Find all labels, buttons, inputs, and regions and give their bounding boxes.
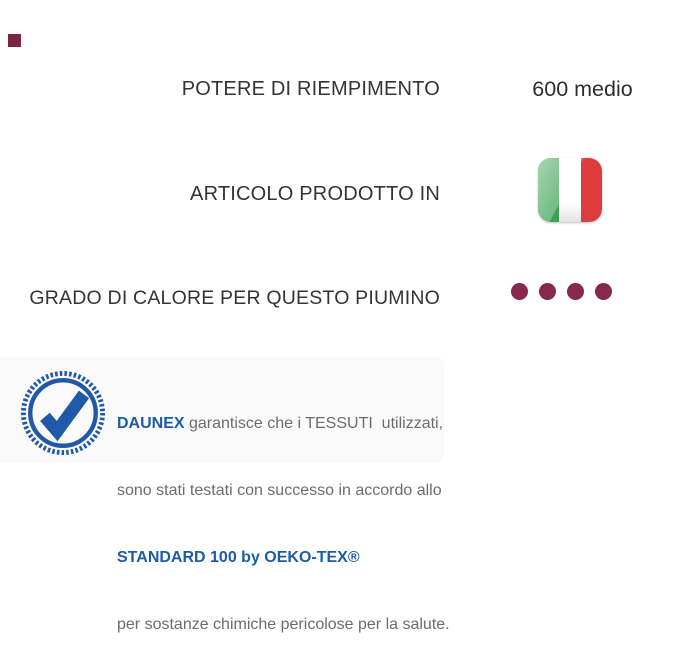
oeko-tex-check-stamp-icon (19, 369, 107, 457)
oeko-line-2: sono stati testati con successo in accordo allo (117, 482, 442, 500)
oeko-line-1-rest: garantisce che i TESSUTI utilizzati, (184, 414, 444, 432)
oeko-line-4: per sostanze chimiche pericolose per la salute. (117, 616, 450, 634)
italy-flag-icon (538, 158, 602, 222)
maroon-marker-square (8, 34, 21, 47)
fill-power-label: POTERE DI RIEMPIMENTO (181, 78, 440, 100)
oeko-line-1 (117, 413, 457, 435)
warmth-dot (539, 283, 556, 300)
oeko-standard-100-text: STANDARD 100 by OEKO-TEX® (117, 549, 360, 567)
warmth-dots-rating (511, 282, 612, 300)
spec-row-fill-power (0, 76, 673, 102)
warmth-dot (595, 283, 612, 300)
daunex-brand-text: DAUNEX (117, 414, 185, 432)
fill-power-value: 600 medio (532, 77, 633, 101)
warmth-dot (511, 283, 528, 300)
warmth-dot (567, 283, 584, 300)
warmth-label: GRADO DI CALORE PER QUESTO PIUMINO (29, 287, 440, 309)
oeko-certification-text (117, 368, 457, 659)
stamp-checkmark (45, 394, 84, 431)
made-in-label: ARTICOLO PRODOTTO IN (190, 183, 440, 205)
flag-gloss-highlight (538, 158, 602, 222)
